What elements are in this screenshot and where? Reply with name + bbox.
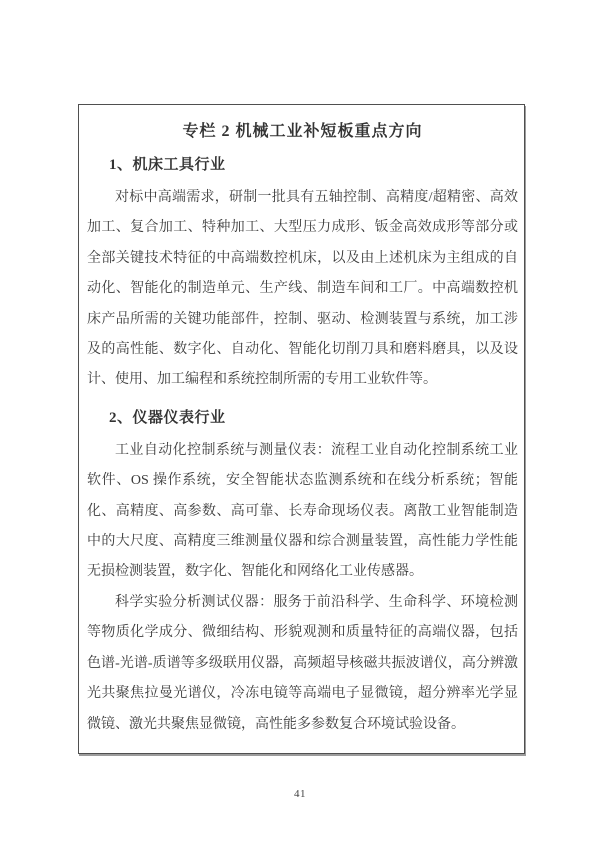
highlight-box <box>78 104 525 754</box>
paragraph-scientific-instruments: 科学实验分析测试仪器：服务于前沿科学、生命科学、环境检测等物质化学成分、微细结构、形貌观测和质量特征的高端仪器，包括色谱-光谱-质谱等多级联用仪器，高频超导核磁共振波谱仪，高分辨激光共聚焦拉曼光谱仪，冷冻电镜等高端电子显微镜，超分辨率光学显微镜、激光共聚焦显微镜，高性能多参数复合环境试验设备。 <box>87 594 518 732</box>
paragraph-industrial-automation: 工业自动化控制系统与测量仪表：流程工业自动化控制系统工业软件、OS 操作系统，安全智能状态监测系统和在线分析系统；智能化、高精度、高参数、高可靠、长寿命现场仪表。离散工业智能制造中的大尺度、高精度三维测量仪器和综合测量装置，高性能力学性能无损检测装置，数字化、智能化和网络化工业传感器。 <box>87 442 518 580</box>
section-heading-instruments: 2、仪器仪表行业 <box>109 409 226 426</box>
page-number: 41 <box>294 788 306 800</box>
section-machine-tools <box>87 153 518 396</box>
section-instruments <box>87 406 518 740</box>
paragraph-machine-tools: 对标中高端需求，研制一批具有五轴控制、高精度/超精密、高效加工、复合加工、特种加工、大型压力成形、钣金高效成形等部分或全部关键技术特征的中高端数控机床，以及由上述机床为主组成的自动化、智能化的制造单元、生产线、制造车间和工厂。中高端数控机床产品所需的关键功能部件，控制、驱动、检测装置与系统，加工涉及的高性能、数字化、自动化、智能化切削刀具和磨料磨具，以及设计、使用、加工编程和系统控制所需的专用工业软件等。 <box>87 190 518 388</box>
panel-title: 专栏 2 机械工业补短板重点方向 <box>182 123 423 140</box>
section-heading-machine-tools: 1、机床工具行业 <box>109 157 226 173</box>
